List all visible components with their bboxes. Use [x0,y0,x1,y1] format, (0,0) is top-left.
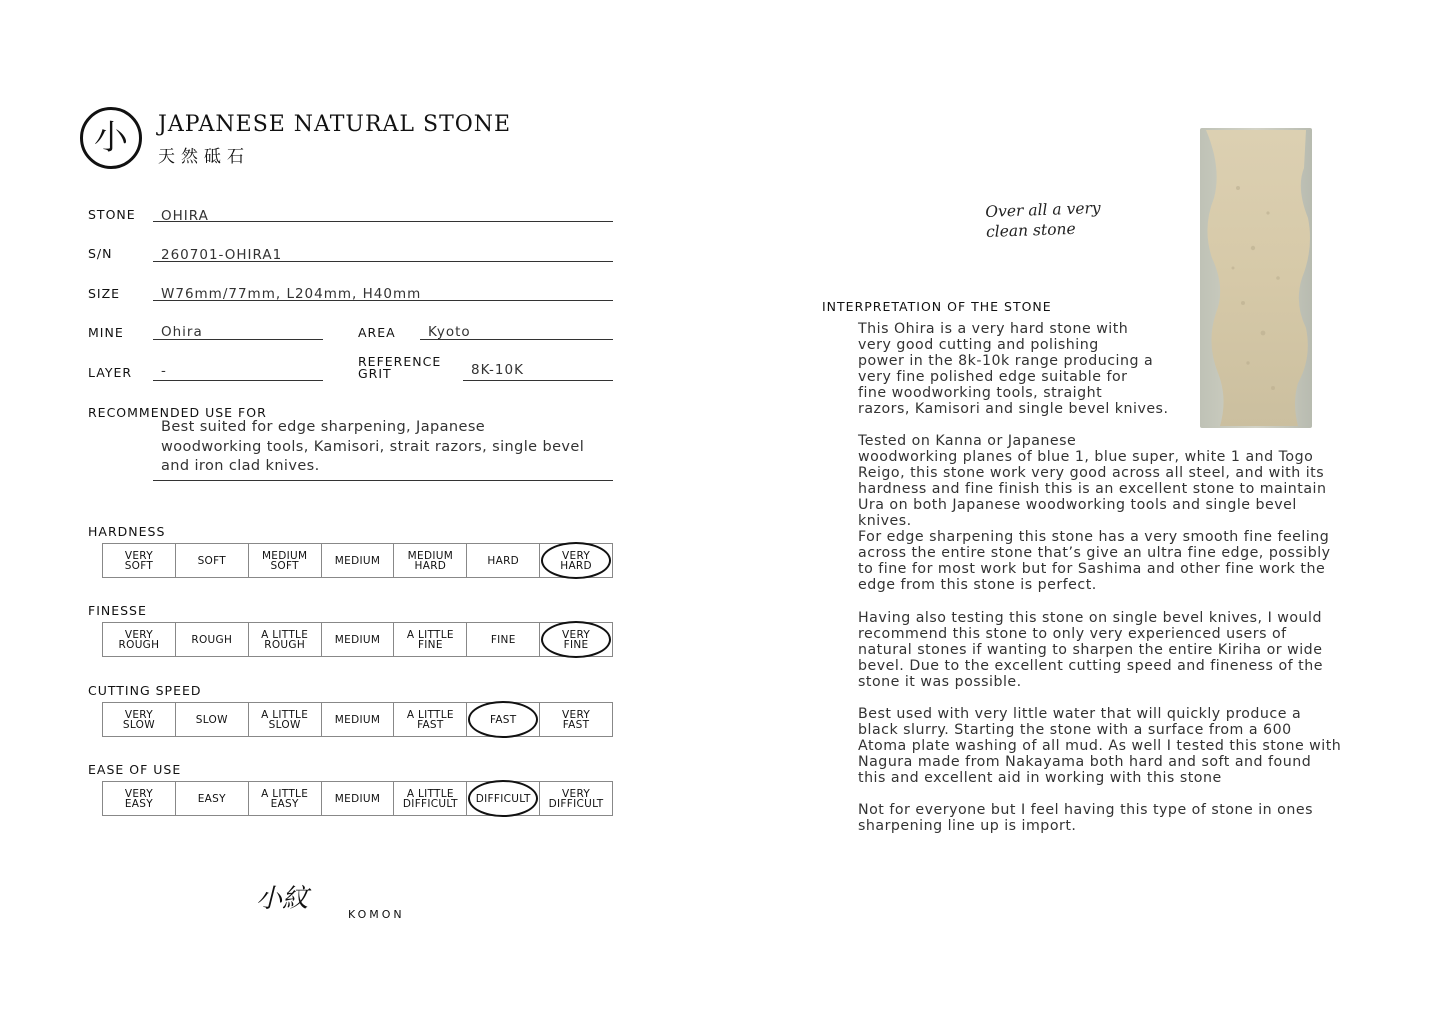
brand-title: JAPANESE NATURAL STONE [158,112,512,137]
recommended-line: woodworking tools, Kamisori, strait razors, single bevel [161,438,585,455]
scale-cell [540,782,612,815]
scale-cell [322,623,395,656]
recommended-underline [153,480,613,481]
scale-cell-line: ROUGH [118,638,160,651]
scale-cell-line: SOFT [124,559,154,572]
grit-label-line2: GRIT [358,366,392,381]
recommended-label: RECOMMENDED USE FOR [88,405,267,420]
interpretation-paragraph [858,610,1323,690]
scale-cell-label [335,635,380,645]
scale-cell-label [198,556,226,566]
stone-label: STONE [88,207,136,222]
scale-cell-line: MEDIUM [334,713,381,726]
paragraph-line: Not for everyone but I feel having this type of stone in ones [858,802,1313,818]
scale-cell-label [491,635,516,645]
scale-cell-line: EASY [124,797,153,810]
selected-ring [541,542,611,579]
scale-cell-line: MEDIUM [334,554,381,567]
scale-cell-line: DIFFICULT [402,797,458,810]
scale-cell-label [261,710,308,730]
scale-cell-line: VERY [124,708,153,721]
scale-cell-label [261,630,308,650]
rating-scale [102,543,613,578]
layer-value: - [161,363,167,379]
interpretation-paragraph [858,802,1313,834]
sn-label: S/N [88,246,113,261]
size-underline [153,300,613,301]
brand-kanji: 天然砥石 [158,147,250,167]
sn-underline [153,261,613,262]
stone-core [1206,130,1310,426]
scale-cell-line: VERY [562,549,591,562]
scale-cell-label [408,551,453,571]
paragraph-line: Reigo, this stone work very good across all steel, and with its [858,465,1325,481]
scale-cell-label [119,630,160,650]
mine-underline [153,339,323,340]
scale-cell-line: VERY [124,787,153,800]
scale-cell-label [125,551,153,571]
paragraph-line: very fine polished edge suitable for [858,369,1128,385]
scale-cell-label [549,789,604,809]
scale-cell [176,782,249,815]
grit-label-line1: REFERENCE [358,354,442,369]
scale-cell-line: A LITTLE [406,708,454,721]
scale-cell-line: MEDIUM [334,633,381,646]
scale-cell-line: HARD [560,559,592,572]
scale-cell-line: FINE [563,638,589,651]
paragraph-line: across the entire stone that’s give an ultra fine edge, possibly [858,545,1331,561]
paragraph-line: recommend this stone to only very experienced users of [858,626,1287,642]
scale-cell-line: MEDIUM [334,792,381,805]
recommended-text [161,418,611,477]
paragraph-line: knives. [858,513,912,529]
selected-ring [468,780,538,817]
scale-cell [394,703,467,736]
scale-cell-line: SLOW [195,713,228,726]
paragraph-line: Tested on Kanna or Japanese [858,433,1077,449]
area-label: AREA [358,325,396,340]
layer-underline [153,380,323,381]
scale-cell-label [407,710,454,730]
paragraph-line: Best used with very little water that will quickly produce a [858,706,1302,722]
paragraph-line: Having also testing this stone on single bevel knives, I would [858,610,1322,626]
komon-wordmark: KOMON [348,908,405,921]
scale-cell-line: DIFFICULT [548,797,604,810]
scale-cell [249,544,322,577]
interpretation-paragraph [858,321,1168,417]
mine-label: MINE [88,325,124,340]
scale-cell-line: VERY [124,628,153,641]
layer-label: LAYER [88,365,133,380]
scale-cell-label [262,551,307,571]
scale-cell-line: A LITTLE [261,708,309,721]
scale-cell [322,782,395,815]
scale-cell-line: VERY [562,708,591,721]
size-label: SIZE [88,286,121,301]
scale-cell-label [125,789,153,809]
scale-cell [322,703,395,736]
grit-underline [463,380,613,381]
scale-cell-line: A LITTLE [261,628,309,641]
scale-cell [467,703,540,736]
stone-photo [1198,128,1314,428]
scale-cell [540,703,612,736]
paragraph-line: fine woodworking tools, straight [858,385,1103,401]
interpretation-paragraph [858,433,1331,593]
scale-cell [467,782,540,815]
scale-cell [394,544,467,577]
scale-title: CUTTING SPEED [88,683,202,698]
scale-cell-label [335,715,380,725]
scale-cell-line: VERY [124,549,153,562]
scale-cell-line: SOFT [197,554,226,567]
scale-cell [176,544,249,577]
scale-cell [103,782,176,815]
grit-value: 8K-10K [471,362,524,378]
paragraph-line: Nagura made from Nakayama both hard and soft and found [858,754,1312,770]
brand-logo [80,107,142,169]
paragraph-line: bevel. Due to the excellent cutting speed and fineness of the [858,658,1323,674]
scale-cell [467,623,540,656]
scale-cell [103,544,176,577]
scale-cell [249,623,322,656]
scale-cell [540,623,612,656]
scale-cell [103,623,176,656]
paragraph-line: woodworking planes of blue 1, blue super, white 1 and Togo [858,449,1314,465]
recommended-line: Best suited for edge sharpening, Japanese [161,419,486,435]
scale-cell [394,782,467,815]
scale-cell-label [335,556,380,566]
scale-title: HARDNESS [88,524,166,539]
scale-cell [176,623,249,656]
scale-cell-label [407,630,454,650]
sn-value: 260701-OHIRA1 [161,247,283,263]
stone-value: OHIRA [161,208,209,224]
scale-cell-line: FINE [417,638,443,651]
scale-cell-line: EASY [270,797,299,810]
scale-cell-label [196,715,228,725]
paragraph-line: Ura on both Japanese woodworking tools and single bevel [858,497,1297,513]
scale-cell [467,544,540,577]
paragraph-line: razors, Kamisori and single bevel knives. [858,401,1169,417]
scale-cell-line: FAST [562,718,590,731]
selected-ring [468,701,538,738]
scale-cell-line: MEDIUM [261,549,308,562]
scale-cell [249,703,322,736]
scale-cell-line: A LITTLE [406,787,454,800]
scale-cell-label [403,789,458,809]
note-line: Over all a very [985,198,1101,221]
scale-cell-line: FAST [417,718,444,731]
scale-cell-label [191,635,232,645]
scale-cell-line: HARD [487,554,520,567]
scale-title: FINESSE [88,603,147,618]
scale-cell-label [335,794,380,804]
interpretation-paragraph [858,706,1341,786]
scale-cell-label [562,710,590,730]
scale-cell-line: EASY [197,792,226,805]
area-underline [420,339,613,340]
paragraph-line: this and excellent aid in working with this stone [858,770,1222,786]
paragraph-line: very good cutting and polishing [858,337,1099,353]
paragraph-line: This Ohira is a very hard stone with [858,321,1129,337]
rating-scale [102,702,613,737]
area-value: Kyoto [428,324,471,340]
scale-cell-label [198,794,226,804]
scale-cell [540,544,612,577]
scale-cell-line: FINE [490,633,516,646]
scale-cell-line: SLOW [268,718,301,731]
rating-scale [102,781,613,816]
scale-cell-line: A LITTLE [261,787,309,800]
rating-scale [102,622,613,657]
scale-cell-line: MEDIUM [407,549,454,562]
scale-cell-line: ROUGH [191,633,233,646]
logo-glyph: 小 [94,118,128,158]
note-line: clean stone [985,219,1076,241]
size-value: W76mm/77mm, L204mm, H40mm [161,286,422,302]
scale-title: EASE OF USE [88,762,182,777]
interpretation-title: INTERPRETATION OF THE STONE [822,299,1052,314]
scale-cell [249,782,322,815]
paragraph-line: power in the 8k-10k range producing a [858,353,1154,369]
handwritten-note [985,198,1102,242]
scale-cell-line: DIFFICULT [475,792,531,805]
scale-cell-line: HARD [414,559,447,572]
scale-cell-line: VERY [562,628,591,641]
paragraph-line: to fine for most work but for Sashima and other fine work the [858,561,1326,577]
scale-cell-line: SLOW [122,718,155,731]
paragraph-line: black slurry. Starting the stone with a surface from a 600 [858,722,1292,738]
scale-cell-line: SOFT [270,559,299,572]
mine-value: Ohira [161,324,203,340]
scale-cell [322,544,395,577]
scale-cell [176,703,249,736]
grit-label [358,356,441,380]
scale-cell [394,623,467,656]
recommended-line: and iron clad knives. [161,458,320,474]
paragraph-line: For edge sharpening this stone has a very smooth fine feeling [858,529,1330,545]
selected-ring [541,621,611,658]
scale-cell [103,703,176,736]
paragraph-line: hardness and fine finish this is an excellent stone to maintain [858,481,1327,497]
paragraph-line: stone it was possible. [858,674,1022,690]
paragraph-line: Atoma plate washing of all mud. As well I tested this stone with [858,738,1342,754]
scale-cell-label [123,710,155,730]
scale-cell-line: A LITTLE [406,628,454,641]
paragraph-line: edge from this stone is perfect. [858,577,1097,593]
paragraph-line: sharpening line up is import. [858,818,1077,834]
scale-cell-line: VERY [562,787,591,800]
komon-script-logo: 小紋 [256,884,309,914]
scale-cell-label [487,556,519,566]
paragraph-line: natural stones if wanting to sharpen the entire Kiriha or wide [858,642,1323,658]
scale-cell-line: ROUGH [264,638,306,651]
scale-cell-line: FAST [489,713,517,726]
scale-cell-label [261,789,308,809]
stone-underline [153,221,613,222]
